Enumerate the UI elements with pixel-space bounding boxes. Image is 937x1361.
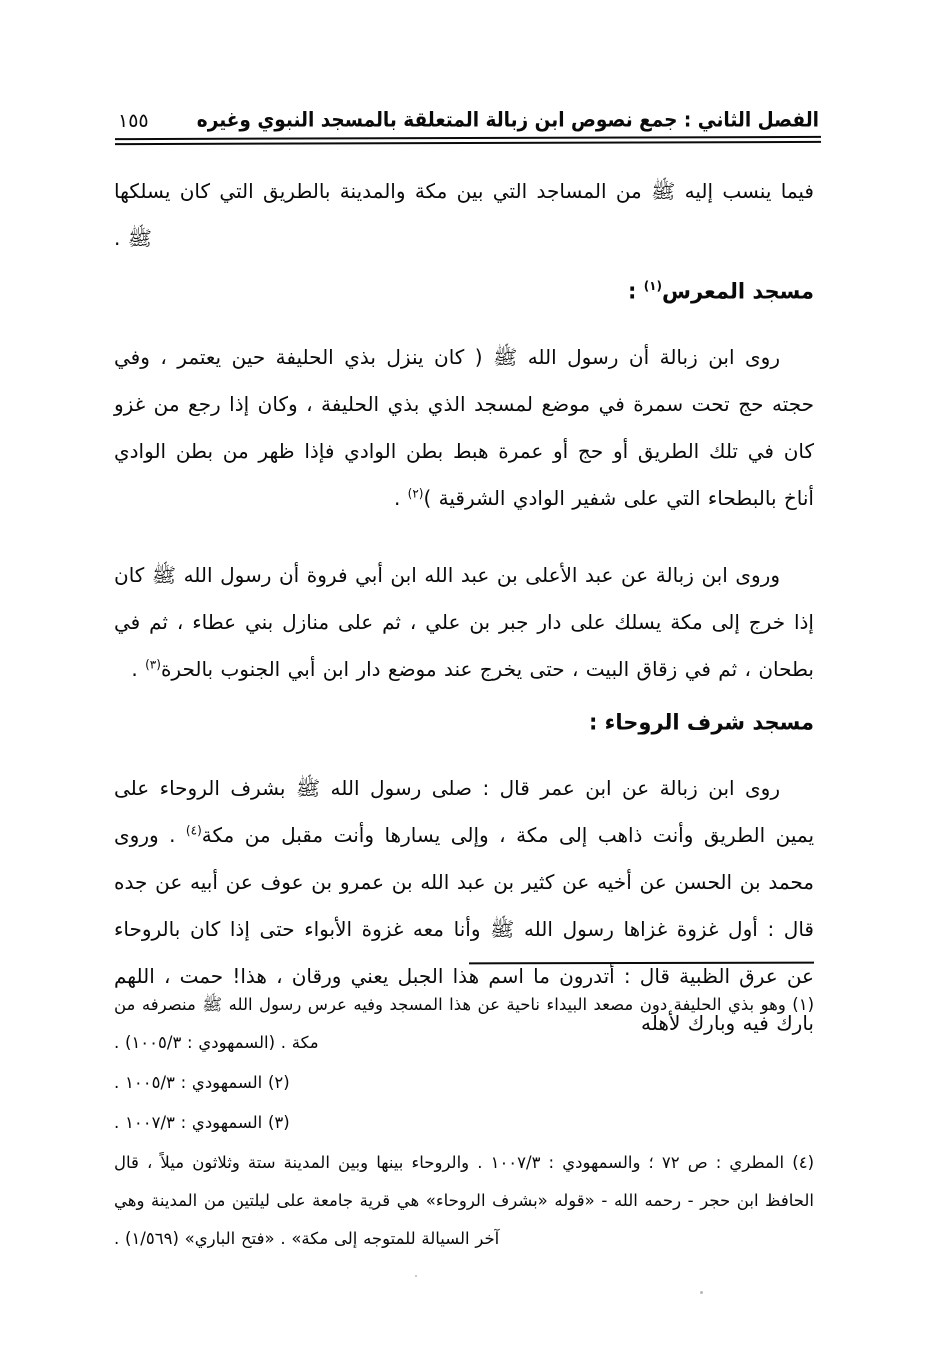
footnote-text: وهو بذي الحليفة دون مصعد البيداء ناحية عن هذا المسجد وفيه عرس رسول الله ﷺ منصرفه من مكة . (السمهودي : ١٠٠٥/٣) . [114,995,793,1052]
section-heading-2: مسجد شرف الروحاء : [588,709,814,735]
scan-speckle [415,1275,417,1277]
footnote-marker: (١) [792,995,814,1014]
page-number: ١٥٥ [118,110,149,132]
scan-speckle [700,1291,703,1294]
paragraph-1-footnote-marker: (٢) [407,486,424,501]
section-heading-1-colon: : [627,278,644,304]
intro-paragraph: فيما ينسب إليه ﷺ من المساجد التي بين مكة والمدينة بالطريق التي كان يسلكها ﷺ . [114,179,814,250]
paragraph-1-text: روى ابن زبالة أن رسول الله ﷺ ( كان ينزل بذي الحليفة حين يعتمر ، وفي حجته حج تحت سمرة في موضع لمسجد الذي بذي الحليفة ، وكان إذا رجع من غزو كان في تلك الطريق أو حج أو عمرة هبط بطن الوادي فإذا ظهر من بطن الوادي أناخ بالبطحاء التي على شفير الوادي الشرقية ) [114,345,814,510]
paragraph-1 [114,334,814,522]
footnote-text: السمهودي : ١٠٠٥/٣ . [114,1073,268,1092]
section-heading-1-footnote-marker: (١) [643,278,662,294]
footnote-text: السمهودي : ١٠٠٧/٣ . [114,1113,268,1132]
paragraph-2-footnote-marker: (٣) [145,657,161,672]
section-heading-1 [114,267,814,315]
paragraph-2 [114,552,814,693]
running-head-title: الفصل الثاني : جمع نصوص ابن زبالة المتعلقة بالمسجد النبوي وغيره [196,108,819,132]
paragraph-3-footnote-marker: (٤) [185,823,202,838]
footnote-marker: (٣) [267,1113,290,1132]
footnote-text: المطري : ص ٧٢ ؛ والسمهودي : ١٠٠٧/٣ . والروحاء بينها وبين المدينة ستة وثلاثون ميلاً ، قال الحافظ ابن حجر - رحمه الله - «قوله «بشرف الروحاء» هي قرية جامعة على ليلتين من المدينة وهي آخر السيالة للمتوجه إلى مكة» . «فتح الباري» (١/٥٦٩) . [114,1153,814,1248]
section-heading-1-label: مسجد المعرس [661,278,814,304]
footnotes-section [114,986,814,1260]
body-text [114,168,814,1053]
footnote-item [114,1064,814,1102]
header-double-rule [115,136,821,145]
paragraph-2-terminator: . [131,657,146,681]
paragraph-2-text: وروى ابن زبالة عن عبد الأعلى بن عبد الله ابن أبي فروة أن رسول الله ﷺ كان إذا خرج إلى مكة يسلك على دار جبر بن علي ، ثم على منازل بني عطاء ، ثم في بطحان ، ثم في زقاق البيت ، حتى يخرج عند موضع دار ابن أبي الجنوب بالحرة [114,563,814,681]
running-head [118,98,819,132]
paragraph-1-terminator: . [393,486,408,510]
footnote-item [114,1144,814,1258]
paragraph-3-text-part-1: روى ابن زبالة عن ابن عمر قال : صلى رسول الله ﷺ بشرف الروحاء على يمين الطريق وأنت ذاهب إلى مكة ، وإلى يسارها وأنت مقبل من مكة [114,776,815,847]
footnote-marker: (٢) [267,1073,290,1092]
footnote-item [114,1104,814,1142]
footnote-item [114,986,814,1062]
paragraph-3-text-part-2: . وروى محمد بن الحسن عن أخيه عن كثير بن عبد الله بن عمرو بن عوف عن أبيه عن جده قال : أول غزوة غزاها رسول الله ﷺ وأنا معه غزوة الأبواء حتى إذا كان بالروحاء عن عرق الظبية قال : أتدرون ما اسم هذا الجبل يعني ورقان ، هذا! حمت ، اللهم بارك فيه وبارك لأهله [114,823,814,1035]
footnote-marker: (٤) [792,1153,814,1172]
